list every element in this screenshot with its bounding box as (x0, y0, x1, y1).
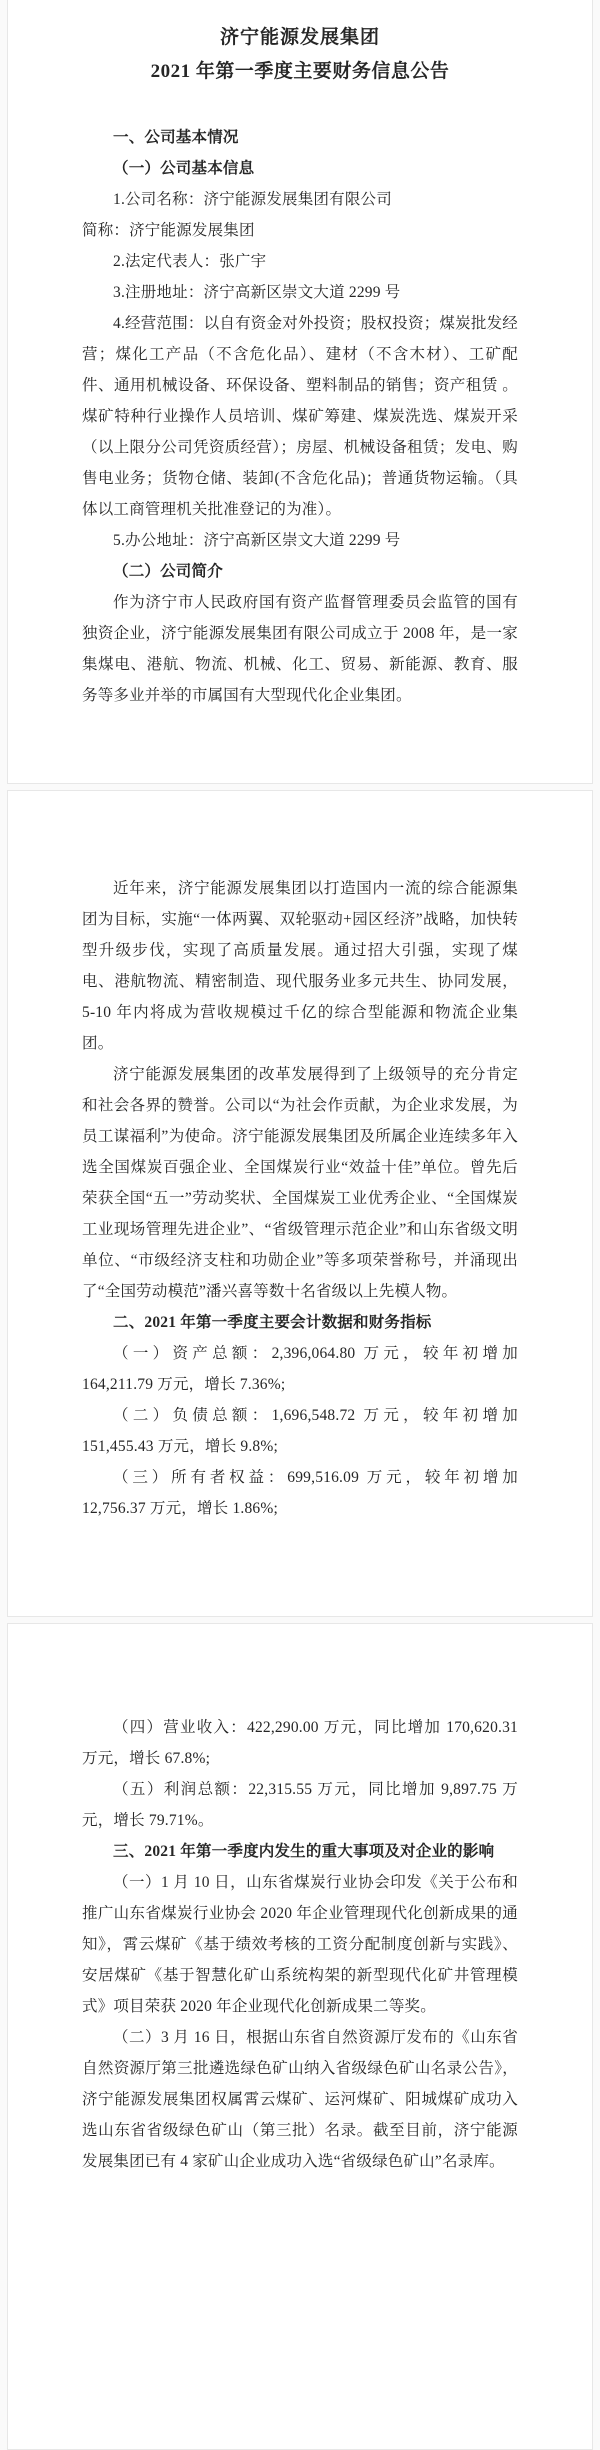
para-total-profit: （五）利润总额：22,315.55 万元，同比增加 9,897.75 万元，增长 79.71%。 (82, 1781, 518, 1829)
para-total-liabilities: （二）负债总额：1,696,548.72 万元，较年初增加 151,455.43 万元，增长 9.8%; (82, 1407, 518, 1455)
heading-section-2: 二、2021 年第一季度主要会计数据和财务指标 (113, 1314, 432, 1331)
doc-title: 济宁能源发展集团 (219, 27, 380, 48)
para-major-event-2: （二）3 月 16 日，根据山东省自然资源厅发布的《山东省自然资源厅第三批遴选绿色矿山纳入省级绿色矿山名录公告》，济宁能源发展集团权属霄云煤矿、运河煤矿、阳城煤矿成功入选山东省省级绿色矿山（第三批）名录。截至目前，济宁能源发展集团已有 4 家矿山企业成功入选“省级绿色矿山”名录库。 (82, 2029, 518, 2170)
para-company-name: 1.公司名称：济宁能源发展集团有限公司 (113, 191, 392, 208)
para-legal-representative: 2.法定代表人：张广宇 (113, 253, 267, 270)
para-honors: 济宁能源发展集团的改革发展得到了上级领导的充分肯定和社会各界的赞誉。公司以“为社会作贡献，为企业求发展，为员工谋福利”为使命。济宁能源发展集团及所属企业连续多年入选全国煤炭百强企业、全国煤炭行业“效益十佳”单位。曾先后荣获全国“五一”劳动奖状、全国煤炭工业优秀企业、“全国煤炭工业现场管理先进企业”、“省级管理示范企业”和山东省级文明单位、“市级经济支柱和功勋企业”等多项荣誉称号，并涌现出了“全国劳动模范”潘兴喜等数十名省级以上先模人物。 (82, 1066, 518, 1300)
subheading-basic-info: （一）公司基本信息 (113, 160, 255, 177)
page-1 (7, 0, 593, 784)
subheading-company-profile: （二）公司简介 (113, 563, 223, 580)
para-short-name: 简称：济宁能源发展集团 (82, 222, 255, 239)
heading-section-1: 一、公司基本情况 (113, 129, 239, 146)
para-company-profile: 作为济宁市人民政府国有资产监督管理委员会监管的国有独资企业，济宁能源发展集团有限公司成立于 2008 年，是一家集煤电、港航、物流、机械、化工、贸易、新能源、教育、服务等多业并举的市属国有大型现代化企业集团。 (82, 594, 518, 704)
para-business-scope: 4.经营范围：以自有资金对外投资；股权投资；煤炭批发经营；煤化工产品（不含危化品）、建材（不含木材）、工矿配件、通用机械设备、环保设备、塑料制品的销售；资产租赁 。煤矿特种行业操作人员培训、煤矿筹建、煤炭洗选、煤炭开采（以上限分公司凭资质经营）；房屋、机械设备租赁；发电、购售电业务；货物仓储、装卸(不含危化品)；普通货物运输。（具体以工商管理机关批准登记的为准）。 (82, 315, 518, 518)
page-3 (7, 1623, 593, 2450)
para-registered-address: 3.注册地址：济宁高新区崇文大道 2299 号 (113, 284, 401, 301)
para-total-assets: （一）资产总额：2,396,064.80 万元，较年初增加 164,211.79 万元，增长 7.36%; (82, 1345, 518, 1393)
heading-section-3: 三、2021 年第一季度内发生的重大事项及对企业的影响 (113, 1843, 495, 1860)
para-operating-revenue: （四）营业收入：422,290.00 万元，同比增加 170,620.31 万元，增长 67.8%; (82, 1719, 518, 1767)
para-development-strategy: 近年来，济宁能源发展集团以打造国内一流的综合能源集团为目标，实施“一体两翼、双轮驱动+园区经济”战略，加快转型升级步伐，实现了高质量发展。通过招大引强，实现了煤电、港航物流、精密制造、现代服务业多元共生、协同发展，5-10 年内将成为营收规模过千亿的综合型能源和物流企业集团。 (82, 880, 518, 1052)
doc-subtitle: 2021 年第一季度主要财务信息公告 (150, 61, 450, 82)
para-major-event-1: （一）1 月 10 日，山东省煤炭行业协会印发《关于公布和推广山东省煤炭行业协会 2020 年企业管理现代化创新成果的通知》，霄云煤矿《基于绩效考核的工资分配制度创新与实践》、安居煤矿《基于智慧化矿山系统构架的新型现代化矿井管理模式》项目荣获 2020 年企业现代化创新成果二等奖。 (82, 1874, 518, 2015)
para-owners-equity: （三）所有者权益：699,516.09 万元，较年初增加 12,756.37 万元，增长 1.86%; (82, 1469, 518, 1517)
page-2 (7, 790, 593, 1617)
para-office-address: 5.办公地址：济宁高新区崇文大道 2299 号 (113, 532, 401, 549)
